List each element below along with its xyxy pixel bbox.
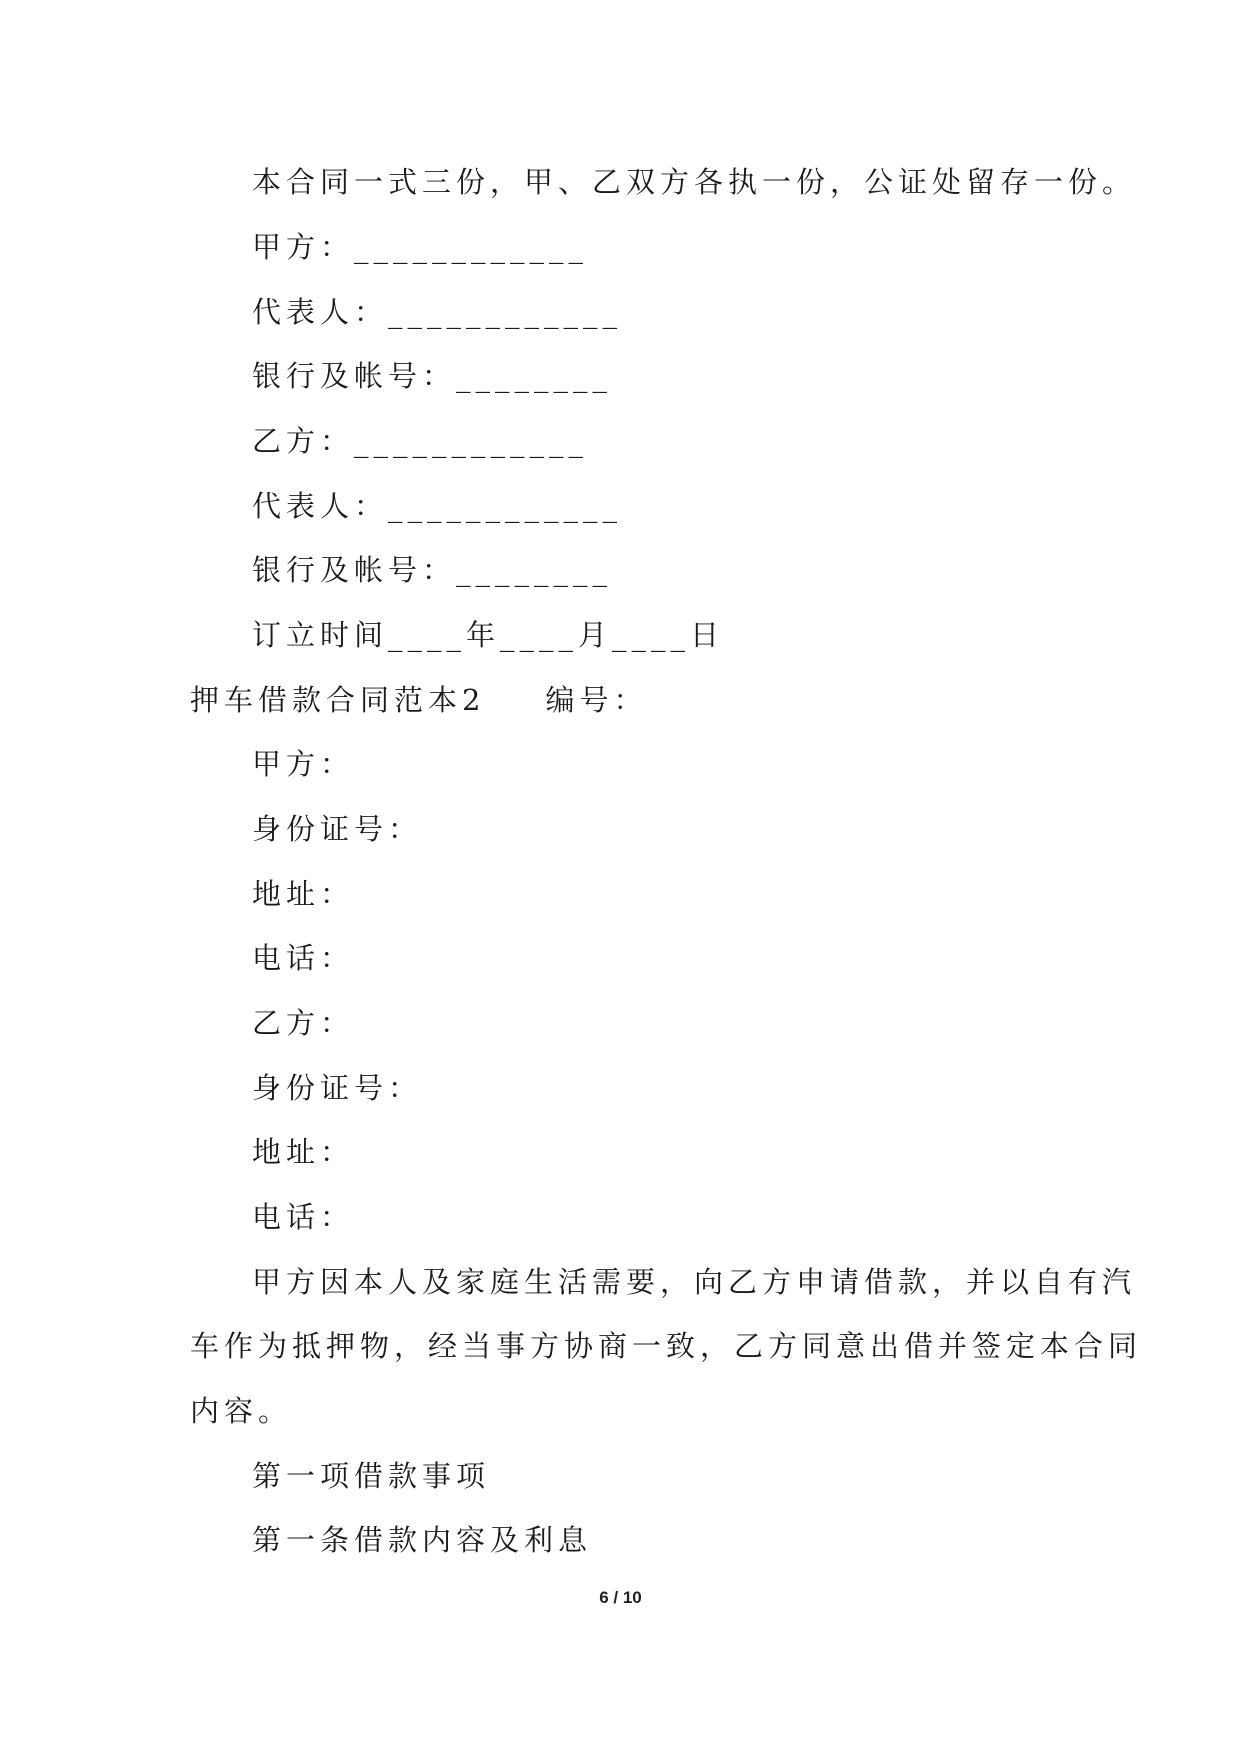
contract-copies-text: 本合同一式三份，甲、乙双方各执一份，公证处留存一份。 [252, 165, 1137, 199]
party-b-bank-line: 银行及帐号：________ [252, 553, 613, 587]
contract-number-label: 编号： [545, 683, 648, 717]
paragraph-line: 车作为抵押物，经当事方协商一致，乙方同意出借并签定本合同 [190, 1329, 1143, 1363]
party-a-representative-line: 代表人：____________ [252, 295, 623, 329]
field-party-a-address: 地址： [252, 877, 355, 911]
party-a-signature-line: 甲方：____________ [252, 230, 589, 264]
field-party-a: 甲方： [252, 747, 355, 781]
field-party-a-id: 身份证号： [252, 812, 423, 846]
article-heading: 第一条借款内容及利息 [252, 1523, 593, 1557]
field-party-b-id: 身份证号： [252, 1071, 423, 1105]
signing-date-line: 订立时间____年____月____日 [252, 618, 725, 652]
field-party-b-phone: 电话： [252, 1200, 355, 1234]
party-b-signature-line: 乙方：____________ [252, 424, 589, 458]
party-b-representative-line: 代表人：____________ [252, 489, 623, 523]
paragraph-line: 内容。 [190, 1394, 293, 1428]
paragraph-line: 甲方因本人及家庭生活需要，向乙方申请借款，并以自有汽 [252, 1265, 1137, 1299]
page-number: 6 / 10 [599, 1588, 642, 1607]
field-party-b: 乙方： [252, 1006, 355, 1040]
field-party-a-phone: 电话： [252, 941, 355, 975]
contract-title: 押车借款合同范本2 [190, 683, 486, 717]
contract-heading [190, 680, 647, 720]
field-party-b-address: 地址： [252, 1135, 355, 1169]
party-a-bank-line: 银行及帐号：________ [252, 359, 613, 393]
section-heading: 第一项借款事项 [252, 1459, 491, 1493]
